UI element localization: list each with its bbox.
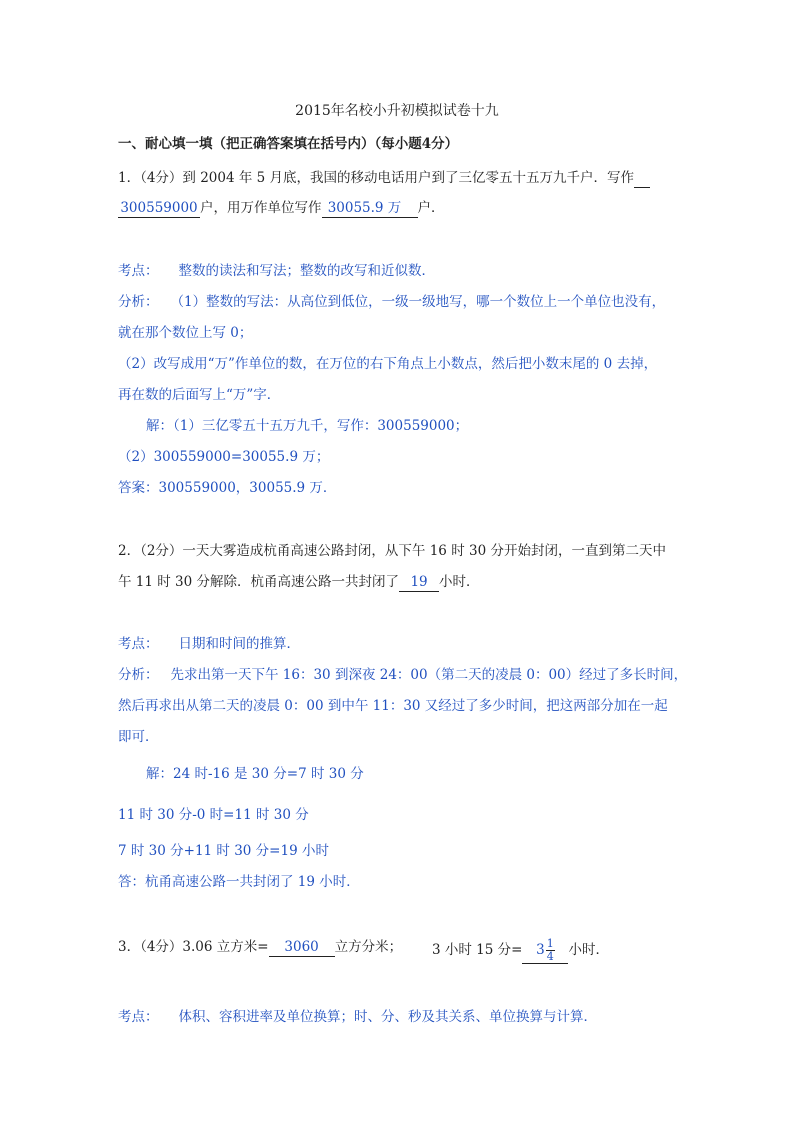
q1-answer-1: 300559000 [118, 200, 200, 218]
q1-answer-2: 30055.9 万 [322, 200, 408, 218]
q2-answer: 19 [399, 574, 439, 592]
page-title: 2015年名校小升初模拟试卷十九 [295, 103, 499, 119]
q1-fenxi: 分析： （1）整数的写法：从高位到低位，一级一级地写，哪一个数位上一个单位也没有， [118, 294, 666, 310]
q2-line1: 2．（2分）一天大雾造成杭甬高速公路封闭，从下午 16 时 30 分开始封闭，一直到第二天中 [118, 543, 666, 559]
q2-solution-2: 11 时 30 分-0 时=11 时 30 分 [118, 807, 309, 823]
q3-kaodian: 考点： 体积、容积进率及单位换算；时、分、秒及其关系、单位换算与计算． [118, 1009, 597, 1025]
q2-solution-1: 解：24 时-16 是 30 分=7 时 30 分 [146, 766, 364, 782]
q2-fenxi-3: 即可． [118, 729, 159, 745]
q1-fenxi-4: 再在数的后面写上“万”字． [118, 387, 281, 403]
q2-answer-line: 答：杭甬高速公路一共封闭了 19 小时． [118, 874, 360, 890]
section-heading: 一、耐心填一填（把正确答案填在括号内）（每小题4分） [118, 136, 459, 152]
q3-line1-part2: 3 小时 15 分= 3 $\frac{1}{4}$ 小时． [432, 937, 609, 963]
q3-line1: 3．（4分）3.06 立方米= 3060 立方分米； [118, 939, 403, 955]
q1-fenxi-3: （2）改写成用“万”作单位的数，在万位的右下角点上小数点，然后把小数末尾的 0 去掉， [118, 356, 658, 372]
q3-answer-2: 3 $\frac{1}{4}$ [522, 938, 568, 964]
q2-fenxi: 分析： 先求出第一天下午 16：30 到深夜 24：00（第二天的凌晨 0：00）经过了多长时间， [118, 667, 688, 683]
q1-answer-line: 答案：300559000，30055.9 万． [118, 480, 337, 496]
q1-solution-1: 解：（1）三亿零五十五万九千，写作：300559000； [146, 418, 469, 434]
q1-kaodian: 考点： 整数的读法和写法；整数的改写和近似数． [118, 263, 435, 279]
q1-line1: 1．（4分）到 2004 年 5 月底，我国的移动电话用户到了三亿零五十五万九千户．写作 [118, 169, 650, 188]
q2-solution-3: 7 时 30 分+11 时 30 分=19 小时 [118, 843, 329, 859]
q1-fenxi-2: 就在那个数位上写 0； [118, 325, 253, 341]
q2-fenxi-2: 然后再求出从第二天的凌晨 0：00 到中午 11：30 又经过了多少时间，把这两部分加在一起 [118, 698, 668, 714]
q1-line2: 300559000 户，用万作单位写作 30055.9 万 户． [118, 199, 445, 218]
q1-solution-2: （2）300559000=30055.9 万； [118, 449, 330, 465]
q2-line2: 午 11 时 30 分解除．杭甬高速公路一共封闭了 19 小时． [118, 574, 480, 590]
q3-answer-1: 3060 [269, 939, 335, 957]
q2-kaodian: 考点： 日期和时间的推算． [118, 636, 300, 652]
